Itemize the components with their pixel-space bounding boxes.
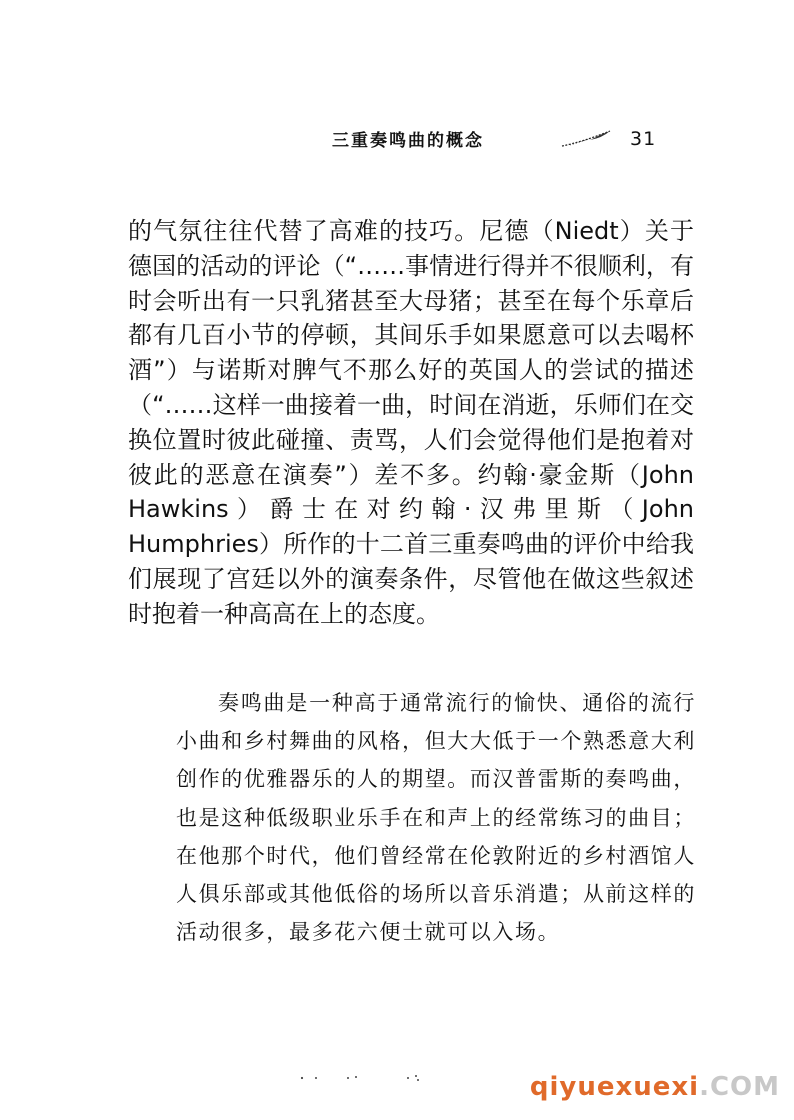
block-quote: 奏鸣曲是一种高于通常流行的愉快、通俗的流行小曲和乡村舞曲的风格，但大大低于一个熟悉意大利创作的优雅器乐的人的期望。而汉普雷斯的奏鸣曲，也是这种低级职业乐手在和声上的经常练习的曲目；在他那个时代，他们曾经常在伦敦附近的乡村酒馆人人俱乐部或其他低俗的场所以音乐消遣；从前这样的活动很多，最多花六便士就可以入场。 (176, 691, 696, 945)
scan-dots (300, 1074, 440, 1082)
watermark-tld: .COM (699, 1072, 780, 1102)
site-watermark (530, 1072, 780, 1102)
page-number: 31 (630, 128, 657, 150)
quill-ornament-icon (560, 128, 612, 150)
watermark-brand: qiyuexuexi (529, 1072, 700, 1102)
chapter-title: 三重奏鸣曲的概念 (332, 131, 484, 151)
body-paragraph: 的气氛往往代替了高难的技巧。尼德（Niedt）关于德国的活动的评论（“……事情进行得并不很顺利，有时会听出有一只乳猪甚至大母猪；甚至在每个乐章后都有几百小节的停顿，其间乐手如果愿意可以去喝杯酒”）与诺斯对脾气不那么好的英国人的尝试的描述（“……这样一曲接着一曲，时间在消逝，乐师们在交换位置时彼此碰撞、责骂，人们会觉得他们是抱着对彼此的恶意在演奏”）差不多。约翰·豪金斯（John Hawkins）爵士在对约翰·汉弗里斯（John Humphries）所作的十二首三重奏鸣曲的评价中给我们展现了宫廷以外的演奏条件，尽管他在做这些叙述时抱着一种高高在上的态度。 (128, 217, 694, 628)
